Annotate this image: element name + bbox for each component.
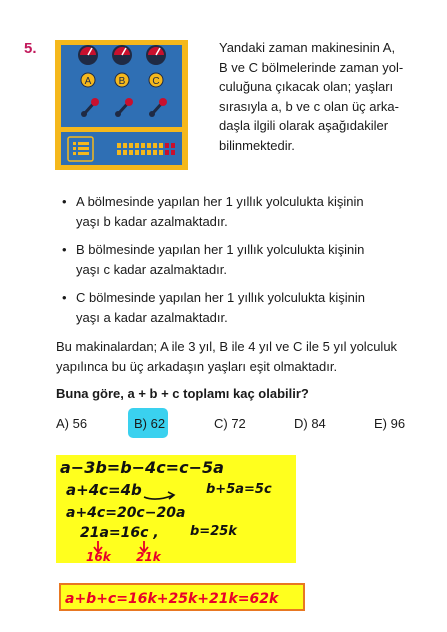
option-e[interactable]: E) 96 — [374, 416, 406, 431]
solution-line: b=25k — [190, 524, 237, 539]
condition-list — [54, 192, 434, 336]
solution-line: b+5a=5c — [206, 482, 272, 497]
compartment-c-label: C — [152, 76, 160, 87]
condition-line: yaşı c kadar azalmaktadır. — [76, 262, 228, 277]
bullet-icon: • — [62, 242, 67, 257]
condition-item — [54, 288, 434, 328]
handwritten-solution — [56, 455, 296, 563]
panel-menu-icon — [73, 142, 89, 155]
condition-line: B bölmesinde yapılan her 1 yıllık yolculukta kişinin — [76, 242, 365, 257]
gauge-a-icon — [78, 45, 98, 65]
closing-paragraph — [56, 337, 426, 376]
intro-line: B ve C bölmelerinde zaman yol- — [219, 59, 404, 75]
solution-line: a−3b=b−4c=c−5a — [60, 458, 224, 477]
bullet-icon: • — [62, 290, 67, 305]
intro-line: daşla ilgili olarak aşağıdakiler — [219, 118, 389, 133]
bullet-icon: • — [62, 194, 67, 209]
intro-line: culuğuna çıkacak olan; yaşları — [219, 79, 394, 94]
compartment-b-label: B — [118, 76, 126, 87]
condition-line: C bölmesinde yapılan her 1 yıllık yolculukta kişinin — [76, 290, 366, 305]
option-c[interactable]: C) 72 — [214, 416, 246, 431]
time-machine-illustration — [55, 40, 188, 170]
gauge-c-icon — [146, 45, 166, 65]
answer-options — [56, 416, 416, 436]
question-text: Buna göre, a + b + c toplamı kaç olabilir? — [56, 386, 309, 401]
intro-line: sırasıyla a, b ve c olan üç arka- — [219, 98, 399, 114]
intro-line: Yandaki zaman makinesinin A, — [219, 40, 396, 55]
solution-line: a+4c=20c−20a — [66, 505, 186, 521]
closing-line: yapılınca bu üç arkadaşın yaşları eşit olmaktadır. — [56, 358, 338, 374]
solution-line: 16k — [86, 550, 111, 563]
solution-line: a+4c=4b — [66, 481, 142, 499]
intro-line: bilinmektedir. — [219, 137, 295, 153]
condition-item — [54, 192, 434, 232]
question-number: 5. — [24, 40, 37, 57]
intro-paragraph — [219, 38, 431, 155]
option-b[interactable]: B) 62 — [134, 416, 166, 431]
condition-line: A bölmesinde yapılan her 1 yıllık yolculukta kişinin — [76, 194, 364, 209]
solution-line: 21a=16c , — [80, 525, 159, 541]
gauge-b-icon — [112, 45, 132, 65]
option-a[interactable]: A) 56 — [56, 416, 88, 431]
closing-line: Bu makinalardan; A ile 3 yıl, B ile 4 yıl ve C ile 5 yıl yolculuk — [56, 339, 398, 354]
compartment-a-label: A — [84, 76, 92, 87]
final-answer-text: a+b+c=16k+25k+21k=62k — [65, 591, 279, 607]
final-answer-box — [59, 583, 305, 611]
option-d[interactable]: D) 84 — [294, 416, 326, 431]
condition-item — [54, 240, 434, 280]
solution-line: 21k — [136, 550, 161, 563]
condition-line: yaşı a kadar azalmaktadır. — [76, 310, 228, 325]
condition-line: yaşı b kadar azalmaktadır. — [76, 214, 228, 229]
